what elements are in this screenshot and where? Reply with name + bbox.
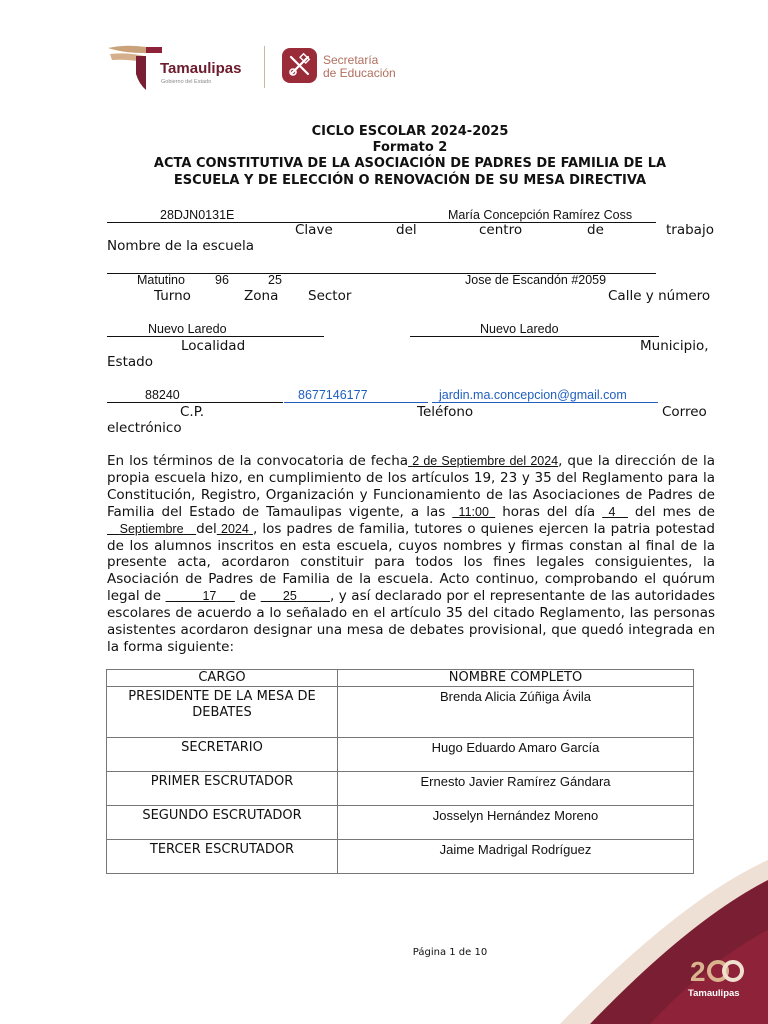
escuela-field-line xyxy=(438,208,656,223)
title-acta-line2: ESCUELA Y DE ELECCIÓN O RENOVACIÓN DE SU MESA DIRECTIVA xyxy=(173,173,647,188)
logo-tamaulipas-name: Tamaulipas xyxy=(160,60,242,77)
nombre-cell: Jaime Madrigal Rodríguez xyxy=(338,840,694,874)
municipio-field-line xyxy=(410,322,659,337)
label-estado: Estado xyxy=(107,354,153,370)
zona-value: 96 xyxy=(215,273,229,287)
telefono-field-line xyxy=(284,388,428,403)
cargo-cell: PRIMER ESCRUTADOR xyxy=(107,772,338,806)
label-turno: Turno xyxy=(154,288,191,304)
label-zona: Zona xyxy=(244,288,279,304)
svg-text:2: 2 xyxy=(690,956,706,987)
cargo-cell: SEGUNDO ESCRUTADOR xyxy=(107,806,338,840)
label-cp: C.P. xyxy=(180,404,205,420)
logo-tamaulipas-subtitle: Gobierno del Estado xyxy=(161,79,212,85)
cargo-cell: PRESIDENTE DE LA MESA DE DEBATES xyxy=(107,687,338,738)
quorum-value: 17 xyxy=(202,589,217,604)
title-ciclo: CICLO ESCOLAR 2024-2025 xyxy=(311,124,509,139)
sector-value: 25 xyxy=(268,273,282,287)
telefono-value: 8677146177 xyxy=(298,388,368,402)
label-centro: centro xyxy=(479,222,523,238)
label-nombre-escuela: Nombre de la escuela xyxy=(107,238,255,254)
cp-value: 88240 xyxy=(145,388,180,402)
label-municipio: Municipio, xyxy=(640,338,709,354)
200-anniversary-logo-icon xyxy=(688,955,744,987)
dia-value: 4 xyxy=(608,504,616,519)
mesa-debates-table xyxy=(106,669,694,874)
table-row xyxy=(107,687,694,738)
label-de: de xyxy=(587,222,604,238)
label-sector: Sector xyxy=(308,288,352,304)
municipio-value: Nuevo Laredo xyxy=(480,322,559,336)
nombre-cell: Ernesto Javier Ramírez Gándara xyxy=(338,772,694,806)
label-electronico: electrónico xyxy=(107,420,182,436)
turno-value: Matutino xyxy=(137,273,185,287)
table-row xyxy=(107,772,694,806)
localidad-value: Nuevo Laredo xyxy=(148,322,227,336)
nombre-cell: Josselyn Hernández Moreno xyxy=(338,806,694,840)
corner-decoration xyxy=(560,860,768,1024)
nombre-cell: Brenda Alicia Zúñiga Ávila xyxy=(338,687,694,738)
label-localidad: Localidad xyxy=(181,338,246,354)
title-acta-line1: ACTA CONSTITUTIVA DE LA ASOCIACIÓN DE PADRES DE FAMILIA DE LA xyxy=(153,156,667,171)
clave-value: 28DJN0131E xyxy=(160,208,235,222)
page-number: Página 1 de 10 xyxy=(412,947,488,958)
table-row xyxy=(107,738,694,772)
fecha-convocatoria-value: 2 de Septiembre del 2024 xyxy=(412,454,559,468)
cargo-cell: SECRETARIO xyxy=(107,738,338,772)
label-calle: Calle y número xyxy=(608,288,711,304)
convocatoria-paragraph: En los términos de la convocatoria de fecha 2 de Septiembre del 2024, que la dirección de la propia escuela hizo, en cumplimiento de los artículos 19, 23 y 35 del Reglamento para la Constitución, Registro, Organización y Funcionamiento de las Asociaciones de Padres de Familia del Estado de Tamaulipas vigente, a las 11:00 horas del día 4 del mes de Septiembre del 2024 , los padres de familia, tutores o quienes ejercen la patria potestad de los alumnos inscritos en esta escuela, cuyos nombres y firmas constan al final de la presente acta, acordaron constituir para todos los fines legales consiguientes, la Asociación de Padres de Familia de la escuela. Acto continuo, comprobando el quórum legal de 17 de 25 , y así declarado por el representante de las autoridades escolares de acuerdo a lo señalado en el artículo 35 del citado Reglamento, las personas asistentes acordaron designar una mesa de debates provisional, que quedó integrada en la forma siguiente: xyxy=(107,453,715,655)
label-correo: Correo xyxy=(662,404,707,420)
table-row xyxy=(107,806,694,840)
label-del: del xyxy=(396,222,417,238)
mes-value: Septiembre xyxy=(119,521,184,536)
hora-value: 11:00 xyxy=(458,504,489,519)
localidad-field-line xyxy=(107,322,324,337)
logo-secretaria-name: Secretaría de Educación xyxy=(323,53,396,80)
secretaria-educacion-logo-icon xyxy=(282,48,317,83)
label-clave: Clave xyxy=(295,222,333,238)
calle-value: Jose de Escandón #2059 xyxy=(465,273,607,287)
correo-field-line xyxy=(432,388,658,403)
logo-divider xyxy=(264,46,265,88)
title-formato: Formato 2 xyxy=(372,140,448,155)
correo-value: jardin.ma.concepcion@gmail.com xyxy=(439,388,627,402)
cp-field-line xyxy=(107,388,283,403)
header-nombre: NOMBRE COMPLETO xyxy=(338,670,694,687)
label-trabajo: trabajo xyxy=(666,222,714,238)
tamaulipas-logo-icon xyxy=(106,44,166,92)
header-cargo: CARGO xyxy=(107,670,338,687)
escuela-value: María Concepción Ramírez Coss xyxy=(448,208,633,222)
cargo-cell: TERCER ESCRUTADOR xyxy=(107,840,338,874)
corner-tamaulipas-text: Tamaulipas xyxy=(688,988,740,999)
total-value: 25 xyxy=(282,589,297,604)
clave-field-line xyxy=(107,208,438,223)
table-header-row xyxy=(107,670,694,687)
label-telefono: Teléfono xyxy=(417,404,474,420)
nombre-cell: Hugo Eduardo Amaro García xyxy=(338,738,694,772)
anio-value: 2024 xyxy=(221,521,249,536)
